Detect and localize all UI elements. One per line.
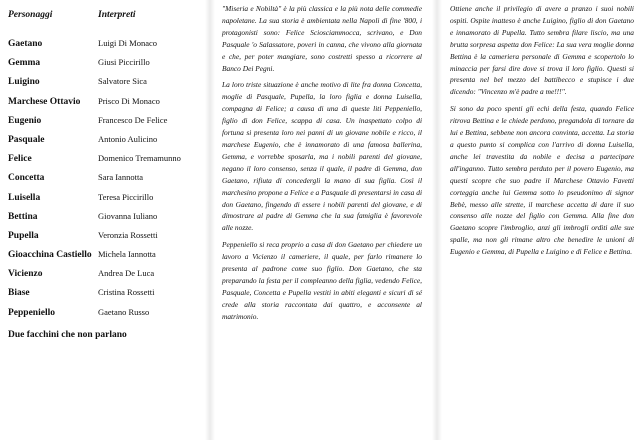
character-name: Luisella — [8, 192, 41, 203]
synopsis-paragraph: Ottiene anche il privilegio di avere a pranzo i suoi nobili ospiti. Ospite inatteso è anche Luigino, figlio di don Gaetano e innamorato di Pupella. Tutto sembra filare liscio, ma una brutta sorpresa aspetta don Felice: La sua vera moglie donna Bettina è la cameriera personale di Gemma e scopertolo lo minaccia per farsi dire dove si trova il loro figlio. Questi si presenta nel bel mezzo del battibecco e stupisce i due dicendo: "Vincenzo m'è padre a me!!!". — [450, 4, 634, 97]
cast-row — [8, 249, 198, 268]
synopsis-column-1 — [222, 3, 422, 328]
synopsis-paragraph: La loro triste situazione è anche motivo di lite fra donna Concetta, moglie di Pasquale, Pupella, la loro figlia e donna Luisella, compagna di Felice; a causa di una di queste liti Peppeniello, figlio di don Felice, scappa di casa. Un inaspettato colpo di fortuna si presenta loro nei panni di un giovane nobile e ricco, il marchese Eugenio, che è innamorato di una famosa ballerina, Gemma, e vorrebbe sposarla, ma i nobili parenti del giovane, negano il loro consenso, senza il quale, il padre di Gemma, don Gaetano, rifiuta di concedergli la mano di sua figlia. Così il marchesino propone a Felice e a Pasquale di presentarsi in casa di don Gaetano, fingendo di essere i nobili parenti del giovane, e di dimostrare al padre di Gemma che la sua famiglia è favorevole alle nozze. — [222, 80, 422, 233]
cast-row — [8, 192, 198, 211]
character-name: Concetta — [8, 173, 45, 184]
character-name: Biase — [8, 288, 30, 299]
character-name: Pupella — [8, 230, 39, 241]
page-fold — [205, 0, 215, 440]
performers-heading: Interpreti — [98, 10, 136, 20]
synopsis-paragraph: Peppeniello si reca proprio a casa di don Gaetano per chiedere un lavoro a Vicienzo il cameriere, il quale, per farlo rimanere lo presenta al padrone come suo figlio. Don Gaetano, che sta preparando la festa per il compleanno della figlia, vedendo Felice, Pasquale, Concetta e Pupella vestiti in abiti eleganti e sicuri di sé crede alla storia raccontata dai quattro, e acconsente al matrimonio. — [222, 240, 422, 321]
actor-name: Prisco Di Monaco — [98, 95, 160, 106]
cast-row — [8, 172, 198, 191]
cast-rows — [8, 38, 198, 326]
cast-row — [8, 307, 198, 326]
actor-name: Domenico Tremamunno — [98, 153, 181, 164]
cast-row — [8, 96, 198, 115]
actor-name: Gaetano Russo — [98, 306, 150, 317]
cast-row — [8, 230, 198, 249]
cast-row — [8, 38, 198, 57]
cast-row — [8, 287, 198, 306]
actor-name: Giusi Piccirillo — [98, 57, 150, 68]
actor-name: Salvatore Sica — [98, 76, 147, 87]
actor-name: Francesco De Felice — [98, 114, 168, 125]
character-name: Eugenio — [8, 115, 42, 126]
character-name: Gioacchina Castiello — [8, 250, 92, 261]
character-name: Peppeniello — [8, 307, 55, 318]
actor-name: Sara Iannotta — [98, 172, 144, 183]
character-name: Bettina — [8, 211, 38, 222]
cast-row — [8, 115, 198, 134]
actor-name: Cristina Rossetti — [98, 287, 155, 298]
cast-row — [8, 268, 198, 287]
character-name: Marchese Ottavio — [8, 96, 81, 107]
cast-footer: Due facchini che non parlano — [8, 329, 127, 340]
actor-name: Giovanna Iuliano — [98, 210, 158, 221]
synopsis-column-2 — [450, 3, 634, 263]
character-name: Felice — [8, 154, 32, 165]
character-name: Gaetano — [8, 39, 43, 49]
cast-row — [8, 57, 198, 76]
cast-row — [8, 211, 198, 230]
cast-list — [8, 10, 198, 340]
character-name: Gemma — [8, 58, 41, 69]
character-name: Pasquale — [8, 134, 45, 145]
cast-row — [8, 153, 198, 172]
character-name: Vicienzo — [8, 269, 43, 280]
page-fold — [432, 0, 442, 440]
cast-row — [8, 134, 198, 153]
character-name: Luigino — [8, 77, 40, 88]
actor-name: Antonio Aulicino — [98, 133, 158, 144]
characters-heading: Personaggi — [8, 10, 53, 20]
actor-name: Michela Iannotta — [98, 249, 156, 260]
actor-name: Teresa Piccirillo — [98, 191, 154, 202]
cast-header — [8, 10, 198, 20]
actor-name: Andrea De Luca — [98, 268, 155, 279]
synopsis-paragraph: "Miseria e Nobiltà" è la più classica e la più nota delle commedie napoletane. La sua storia è ambientata nella Napoli di fine '800, i protagonisti sono: Felice Sciosciammocca, scrivano, e Don Pasquale 'o Salassatore, poveri in canna, che vivono alla giornata e che, per poter mangiare, sono costretti spesso a ricorrere al Banco Dei Pegni. — [222, 4, 422, 73]
synopsis-paragraph: Si sono da poco spenti gli echi della festa, quando Felice ritrova Bettina e le chiede perdono, pregandola di tornare da lui e Bettina, sebbene non ancora convinta, accetta. La storia a questo punto si complica con l'arrivo di donna Luisella, anche lei travestita da nobile e decisa a partecipare all'inganno. Tutto sembra perduto per il povero Eugenio, ma questi scopre che suo padre il Marchese Ottavio Favetti corteggia anche lui Gemma sotto lo pseudonimo di signor Bebè, messo alle strette, il marchese accetta di dare il suo consenso alle nozze del figlio con Gemma. Alla fine don Gaetano scopre l'imbroglio, anzi gli imbrogli orditi alle sue spalle, ma non gli rimane altro che benedire le unioni di Eugenio e Gemma, di Pupella e Luigino e di Felice e Bettina. — [450, 104, 634, 257]
cast-row — [8, 76, 198, 95]
actor-name: Luigi Di Monaco — [98, 38, 158, 48]
actor-name: Veronzia Rossetti — [98, 229, 158, 240]
